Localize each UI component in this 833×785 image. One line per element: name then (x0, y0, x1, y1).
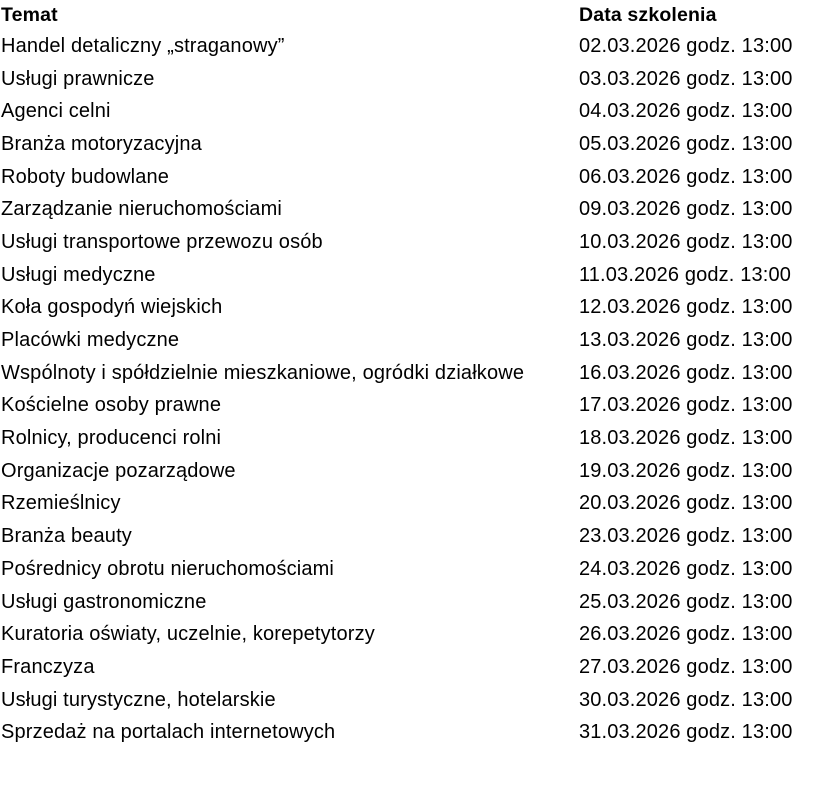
row-date: 10.03.2026 godz. 13:00 (579, 230, 793, 253)
table-row (1, 63, 821, 96)
row-date: 03.03.2026 godz. 13:00 (579, 67, 793, 90)
row-date: 30.03.2026 godz. 13:00 (579, 688, 793, 711)
row-topic: Franczyza (1, 655, 95, 678)
row-topic: Kościelne osoby prawne (1, 394, 222, 417)
row-topic: Usługi gastronomiczne (1, 590, 207, 613)
table-row (1, 259, 821, 292)
row-topic: Organizacje pozarządowe (1, 459, 236, 482)
row-topic: Roboty budowlane (1, 165, 170, 188)
row-topic: Branża motoryzacyjna (1, 132, 202, 155)
row-topic: Rolnicy, producenci rolni (1, 427, 222, 450)
table-row (1, 488, 821, 521)
table-row (1, 95, 821, 128)
row-topic: Agenci celni (1, 100, 111, 123)
table-row (1, 324, 821, 357)
row-topic: Rzemieślnicy (1, 492, 121, 515)
table-row (1, 357, 821, 390)
training-schedule-table (1, 0, 821, 749)
table-row (1, 422, 821, 455)
row-topic: Koła gospodyń wiejskich (1, 296, 223, 319)
table-row (1, 651, 821, 684)
row-date: 02.03.2026 godz. 13:00 (579, 34, 793, 57)
table-row (1, 553, 821, 586)
row-date: 31.03.2026 godz. 13:00 (579, 721, 793, 744)
row-date: 06.03.2026 godz. 13:00 (579, 165, 793, 188)
row-topic: Usługi prawnicze (1, 67, 155, 90)
table-row (1, 684, 821, 717)
row-date: 16.03.2026 godz. 13:00 (579, 361, 793, 384)
row-date: 04.03.2026 godz. 13:00 (579, 100, 793, 123)
row-date: 05.03.2026 godz. 13:00 (579, 132, 793, 155)
table-row (1, 161, 821, 194)
table-row (1, 30, 821, 63)
row-date: 26.03.2026 godz. 13:00 (579, 623, 793, 646)
table-row (1, 390, 821, 423)
table-row (1, 716, 821, 749)
row-date: 19.03.2026 godz. 13:00 (579, 459, 793, 482)
row-topic: Zarządzanie nieruchomościami (1, 198, 282, 221)
row-date: 11.03.2026 godz. 13:00 (579, 263, 792, 286)
table-row (1, 193, 821, 226)
row-date: 23.03.2026 godz. 13:00 (579, 525, 793, 548)
header-topic: Temat (1, 3, 58, 26)
table-body (1, 30, 821, 749)
row-date: 12.03.2026 godz. 13:00 (579, 296, 793, 319)
row-date: 24.03.2026 godz. 13:00 (579, 557, 793, 580)
table-row (1, 455, 821, 488)
row-topic: Kuratoria oświaty, uczelnie, korepetytorzy (1, 623, 375, 646)
row-topic: Usługi transportowe przewozu osób (1, 230, 323, 253)
table-row (1, 520, 821, 553)
row-topic: Handel detaliczny „straganowy” (1, 34, 285, 57)
row-date: 09.03.2026 godz. 13:00 (579, 198, 793, 221)
row-date: 20.03.2026 godz. 13:00 (579, 492, 793, 515)
row-topic: Pośrednicy obrotu nieruchomościami (1, 557, 335, 580)
row-topic: Wspólnoty i spółdzielnie mieszkaniowe, ogródki działkowe (1, 361, 525, 384)
row-date: 18.03.2026 godz. 13:00 (579, 427, 793, 450)
table-row (1, 586, 821, 619)
row-topic: Sprzedaż na portalach internetowych (1, 721, 336, 744)
row-topic: Usługi medyczne (1, 263, 156, 286)
row-date: 17.03.2026 godz. 13:00 (579, 394, 793, 417)
header-date: Data szkolenia (579, 3, 717, 26)
row-date: 27.03.2026 godz. 13:00 (579, 655, 793, 678)
table-row (1, 128, 821, 161)
table-row (1, 618, 821, 651)
table-row (1, 292, 821, 325)
row-date: 25.03.2026 godz. 13:00 (579, 590, 793, 613)
row-topic: Usługi turystyczne, hotelarskie (1, 688, 276, 711)
row-topic: Branża beauty (1, 525, 132, 548)
table-header-row (1, 0, 821, 30)
row-topic: Placówki medyczne (1, 329, 180, 352)
table-row (1, 226, 821, 259)
row-date: 13.03.2026 godz. 13:00 (579, 329, 793, 352)
